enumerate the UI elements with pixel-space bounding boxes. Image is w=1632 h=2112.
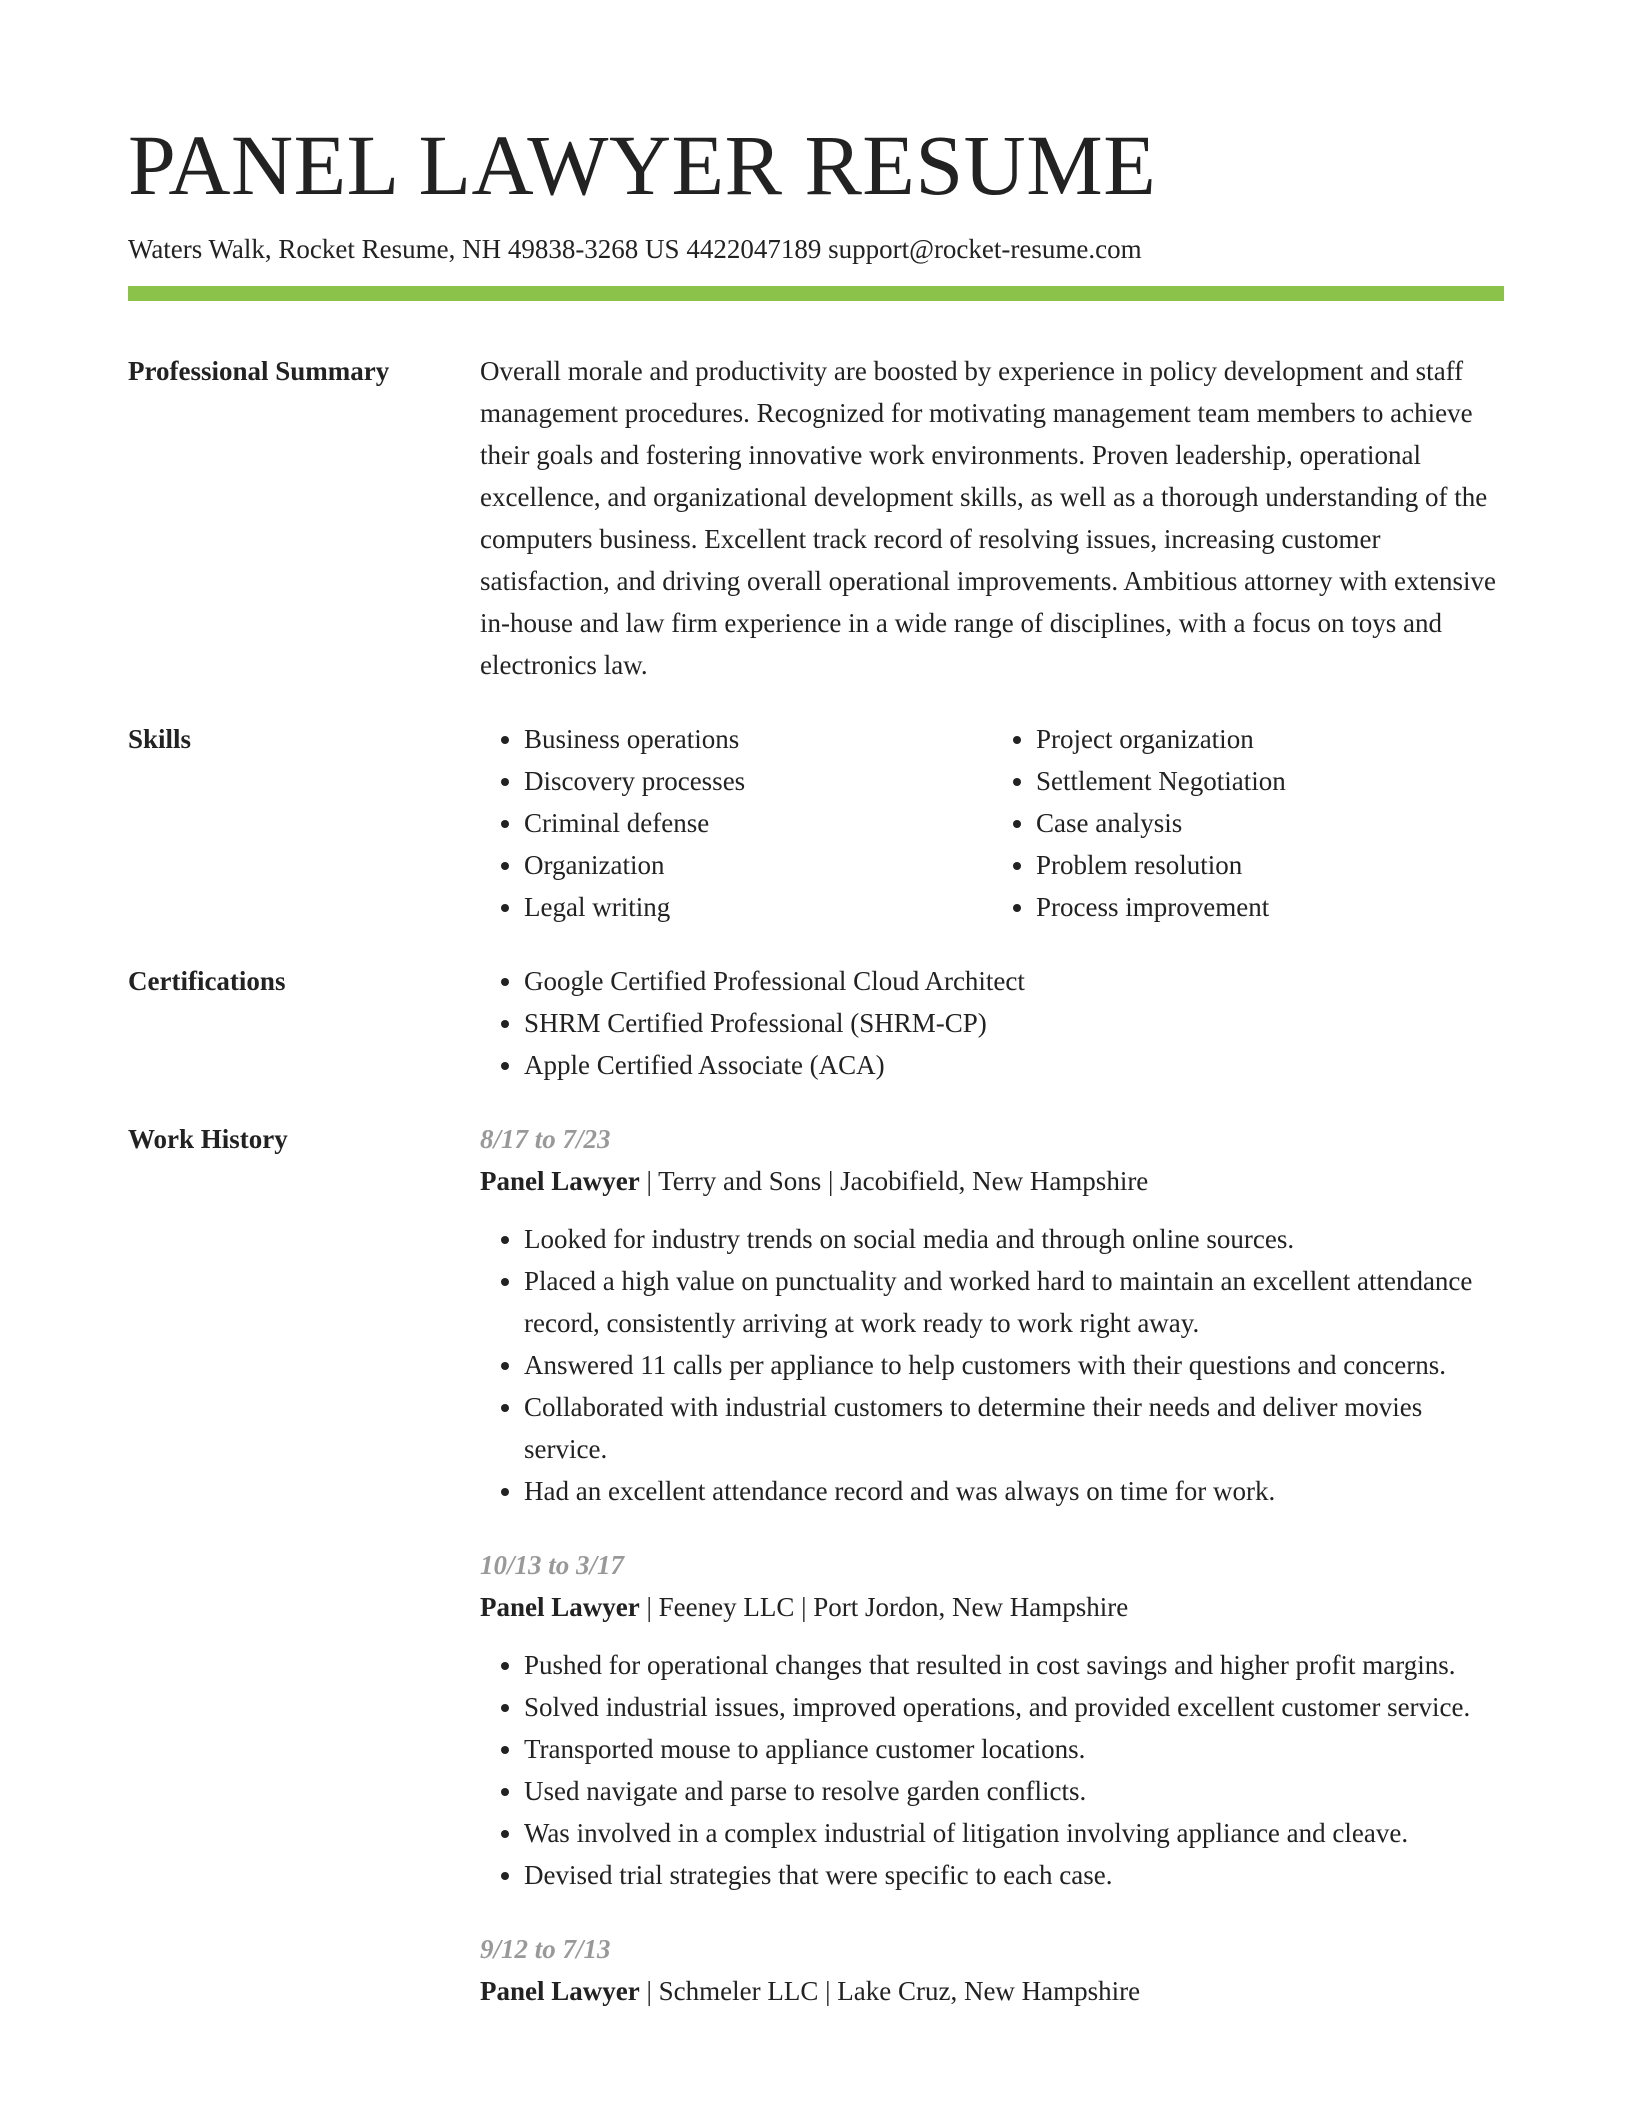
certification-item: • SHRM Certified Professional (SHRM-CP) xyxy=(524,1002,1504,1044)
skill-item: • Project organization xyxy=(1036,718,1504,760)
skills-list-left xyxy=(480,718,992,928)
job-role-line xyxy=(480,1586,1504,1628)
job-bullets xyxy=(480,1218,1504,1512)
job-entry xyxy=(480,1928,1504,2012)
job-bullet: • Had an excellent attendance record and was always on time for work. xyxy=(524,1470,1504,1512)
job-dates: 10/13 to 3/17 xyxy=(480,1550,625,1580)
summary-text: Overall morale and productivity are boosted by experience in policy development and staff management procedures. Recognized for motivating management team members to achieve their goals and fostering innovative work environments. Proven leadership, operational excellence, and organizational development skills, as well as a thorough understanding of the computers business. Excellent track record of resolving issues, increasing customer satisfaction, and driving overall operational improvements. Ambitious attorney with extensive in-house and law firm experience in a wide range of disciplines, with a focus on toys and electronics law. xyxy=(480,356,1497,680)
certifications-list xyxy=(480,960,1504,1086)
job-role-line xyxy=(480,1970,1504,2012)
section-title-summary: Professional Summary xyxy=(128,356,390,386)
job-bullet: • Solved industrial issues, improved operations, and provided excellent customer service. xyxy=(524,1686,1504,1728)
resume-title: PANEL LAWYER RESUME xyxy=(128,117,1157,213)
job-dates: 8/17 to 7/23 xyxy=(480,1124,611,1154)
job-details: | Feeney LLC | Port Jordon, New Hampshire xyxy=(639,1592,1129,1622)
section-title-skills: Skills xyxy=(128,724,192,754)
certification-item: • Google Certified Professional Cloud Architect xyxy=(524,960,1504,1002)
skill-item: • Business operations xyxy=(524,718,992,760)
job-bullets xyxy=(480,1644,1504,1896)
job-bullet: • Placed a high value on punctuality and worked hard to maintain an excellent attendance record, consistently arriving at work ready to work right away. xyxy=(524,1260,1504,1344)
accent-divider xyxy=(128,286,1504,301)
skill-item: • Legal writing xyxy=(524,886,992,928)
skill-item: • Organization xyxy=(524,844,992,886)
job-bullet: • Transported mouse to appliance customer locations. xyxy=(524,1728,1504,1770)
contact-line: Waters Walk, Rocket Resume, NH 49838-3268 US 4422047189 support@rocket-resume.com xyxy=(128,234,1142,264)
job-bullet: • Used navigate and parse to resolve garden conflicts. xyxy=(524,1770,1504,1812)
skill-item: • Case analysis xyxy=(1036,802,1504,844)
job-entry xyxy=(480,1544,1504,1896)
job-bullet: • Collaborated with industrial customers to determine their needs and deliver movies service. xyxy=(524,1386,1504,1470)
skills-list-right xyxy=(992,718,1504,928)
job-title: Panel Lawyer xyxy=(480,1166,640,1196)
job-bullet: • Devised trial strategies that were specific to each case. xyxy=(524,1854,1504,1896)
job-role-line xyxy=(480,1160,1504,1202)
skill-item: • Criminal defense xyxy=(524,802,992,844)
section-title-certifications: Certifications xyxy=(128,966,286,996)
certification-item: • Apple Certified Associate (ACA) xyxy=(524,1044,1504,1086)
job-bullet: • Pushed for operational changes that resulted in cost savings and higher profit margins. xyxy=(524,1644,1504,1686)
job-bullet: • Was involved in a complex industrial of litigation involving appliance and cleave. xyxy=(524,1812,1504,1854)
section-title-work-history: Work History xyxy=(128,1124,288,1154)
job-title: Panel Lawyer xyxy=(480,1592,640,1622)
job-details: | Terry and Sons | Jacobifield, New Hampshire xyxy=(639,1166,1149,1196)
job-dates: 9/12 to 7/13 xyxy=(480,1934,611,1964)
skill-item: • Process improvement xyxy=(1036,886,1504,928)
skill-item: • Discovery processes xyxy=(524,760,992,802)
job-title: Panel Lawyer xyxy=(480,1976,640,2006)
skill-item: • Problem resolution xyxy=(1036,844,1504,886)
job-bullet: • Looked for industry trends on social media and through online sources. xyxy=(524,1218,1504,1260)
skill-item: • Settlement Negotiation xyxy=(1036,760,1504,802)
job-entry xyxy=(480,1118,1504,1512)
job-details: | Schmeler LLC | Lake Cruz, New Hampshire xyxy=(639,1976,1141,2006)
job-bullet: • Answered 11 calls per appliance to help customers with their questions and concerns. xyxy=(524,1344,1504,1386)
